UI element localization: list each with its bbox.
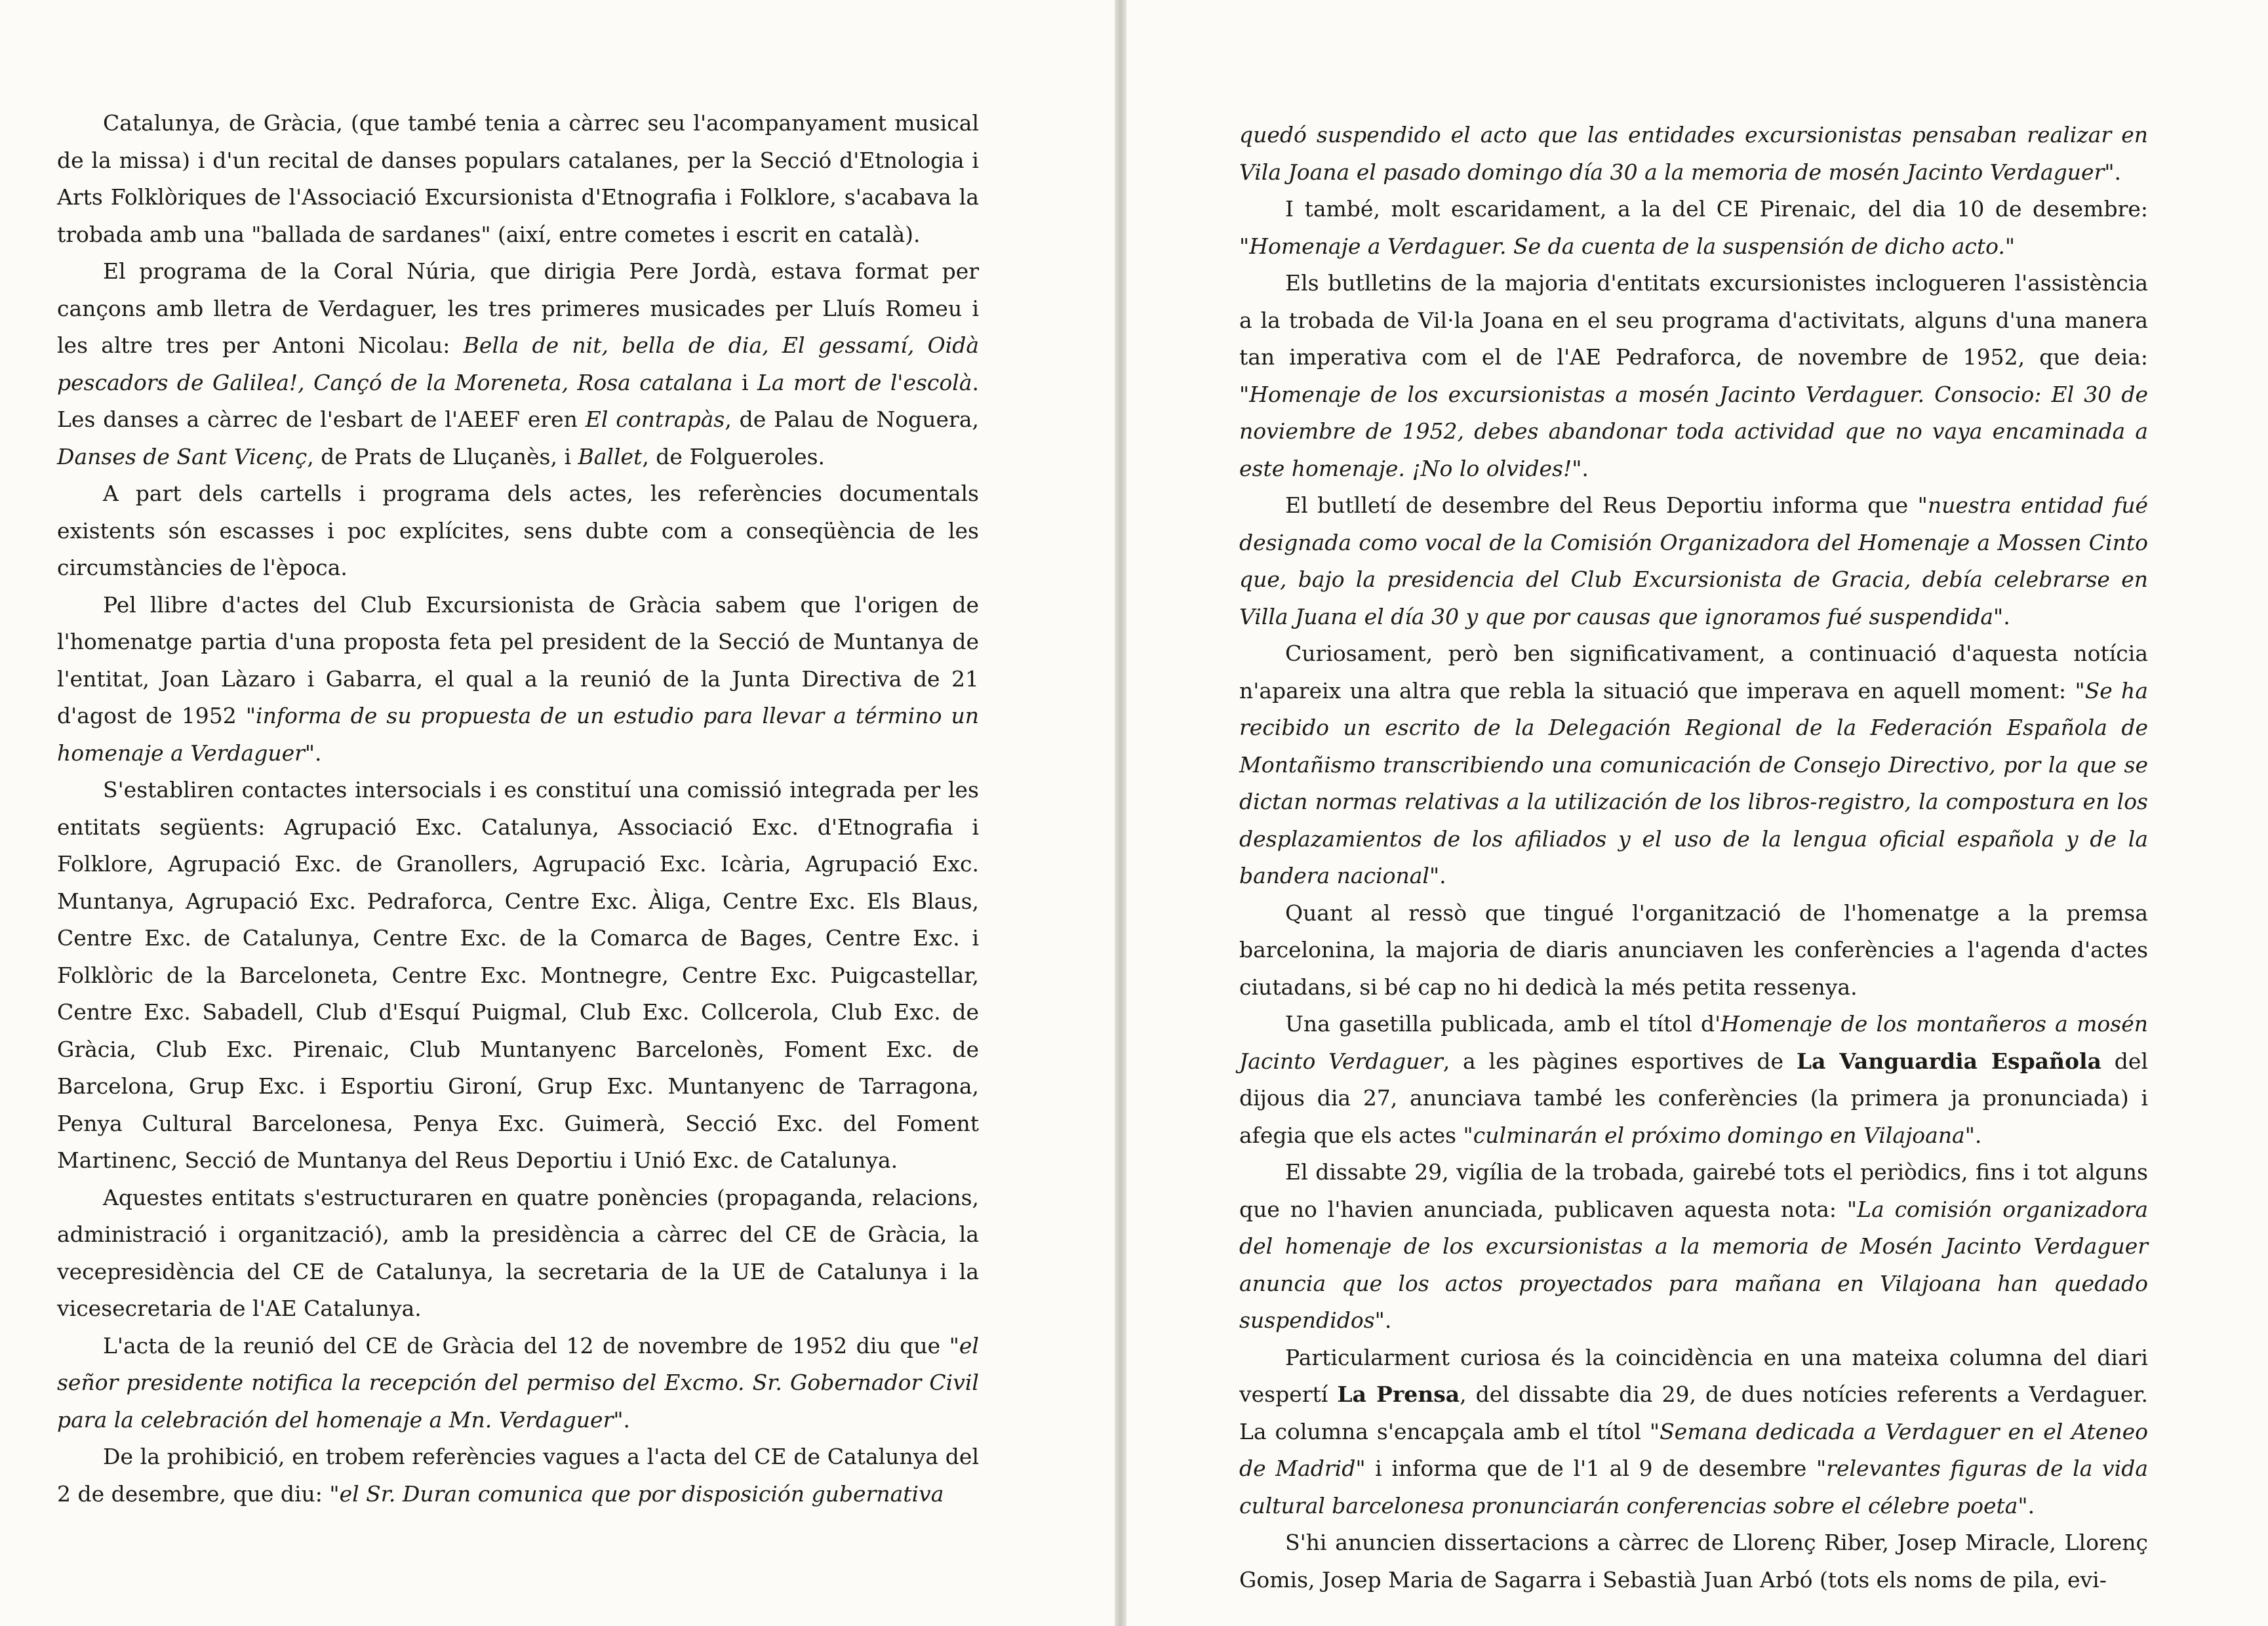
- text-run: , de Palau de Noguera,: [725, 406, 979, 432]
- text-run: ".: [1429, 863, 1446, 888]
- text-run: ".: [2018, 1492, 2035, 1518]
- paragraph: [57, 475, 979, 587]
- text-run: ".: [304, 740, 322, 766]
- quoted-text: Homenaje a Verdaguer. Se da cuenta de la suspensión de dicho acto.: [1249, 233, 2005, 259]
- quoted-text: La comisión organizadora del homenaje de los excursionistas a la memoria de Mosén Jacinto Verdaguer anuncia que los actos proyectados para mañana en Vilajoana han quedado suspendidos: [1239, 1196, 2148, 1333]
- text-run: A part dels cartells i programa dels actes, les referències documentals existents són escasses i poc explícites, sens dubte com a conseqüència de les circumstàncies de l'època.: [57, 481, 979, 580]
- paragraph: [57, 105, 979, 253]
- paragraph: [1239, 1154, 2148, 1339]
- text-run: , de Folgueroles.: [642, 443, 826, 469]
- left-page-text: [57, 105, 979, 1513]
- paragraph: [1239, 1524, 2148, 1598]
- quoted-text: quedó suspendido el acto que las entidades excursionistas pensaban realizar en Vila Joana el pasado domingo día 30 a la memoria de mosén Jacinto Verdaguer: [1239, 122, 2148, 185]
- paragraph: [57, 772, 979, 1180]
- quoted-text: Bella de nit, bella de dia, El gessamí, Oidà pescadors de Galilea!, Cançó de la Moreneta, Rosa catalana: [57, 332, 979, 395]
- quoted-text: La mort de l'escolà: [757, 369, 972, 395]
- quoted-text: Danses de Sant Vicenç: [57, 443, 308, 469]
- quoted-text: informa de su propuesta de un estudio para llevar a término un homenaje a Verdaguer: [57, 703, 979, 766]
- paragraph: [1239, 895, 2148, 1006]
- paragraph: [57, 1328, 979, 1439]
- text-run: Una gasetilla publicada, amb el títol d': [1285, 1011, 1721, 1037]
- quoted-text: Se ha recibido un escrito de la Delegación Regional de la Federación Española de Montañismo transcribiendo una comunicación de Consejo Directivo, por la que se dictan normas relativas a la utilización de los libros-registro, la compostura en los desplazamientos de los afiliados y el uso de la lengua oficial española y de la bandera nacional: [1239, 677, 2148, 888]
- right-page-text: [1239, 117, 2148, 1598]
- text-run: Particularment curiosa és la coincidència en una mateixa columna del diari vespertí: [1239, 1344, 2148, 1407]
- text-run: ".: [1964, 1122, 1982, 1148]
- text-run: I també, molt escaridament, a la del CE Pirenaic, del dia 10 de desembre: ": [1239, 196, 2148, 259]
- left-page: [0, 0, 1115, 1626]
- paragraph: [57, 1438, 979, 1513]
- quoted-text: el señor presidente notifica la recepción del permiso del Excmo. Sr. Gobernador Civil para la celebración del homenaje a Mn. Verdaguer: [57, 1332, 979, 1433]
- text-run: Els butlletins de la majoria d'entitats excursionistes inclogueren l'assistència a la trobada de Vil·la Joana en el seu programa d'activitats, alguns d'una manera tan imperativa com el de l'AE Pedraforca, de novembre de 1952, que deia: ": [1239, 270, 2148, 407]
- book-gutter: [1115, 0, 1126, 1626]
- text-run: El butlletí de desembre del Reus Deportiu informa que ": [1285, 492, 1928, 518]
- quoted-text: Homenaje de los excursionistas a mosén Jacinto Verdaguer. Consocio: El 30 de noviembre de 1952, debes abandonar toda actividad que no vaya encaminada a este homenaje. ¡No lo olvides!: [1239, 381, 2148, 481]
- quoted-text: El contrapàs: [585, 406, 725, 432]
- text-run: ".: [613, 1406, 631, 1433]
- paragraph: [1239, 265, 2148, 487]
- text-run: i: [732, 369, 758, 395]
- quoted-text: el Sr. Duran comunica que por disposición gubernativa: [339, 1480, 944, 1507]
- paragraph: [1239, 117, 2148, 191]
- paragraph: [1239, 635, 2148, 895]
- text-run: ".: [1993, 603, 2010, 629]
- text-run: El programa de la Coral Núria, que dirigia Pere Jordà, estava format per cançons amb lletra de Verdaguer, les tres primeres musicades per Lluís Romeu i les altre tres per Antoni Nicolau:: [57, 258, 979, 358]
- text-run: El dissabte 29, vigília de la trobada, gairebé tots el periòdics, fins i tot alguns que no l'havien anunciada, publicaven aquesta nota: ": [1239, 1159, 2148, 1222]
- right-page: [1126, 0, 2268, 1626]
- text-run: Curiosament, però ben significativament, a continuació d'aquesta notícia n'apareix una altra que rebla la situació que imperava en aquell moment: ": [1239, 641, 2148, 704]
- paragraph: [57, 1180, 979, 1328]
- paragraph: [1239, 191, 2148, 265]
- text-run: Catalunya, de Gràcia, (que també tenia a càrrec seu l'acompanyament musical de la missa) i d'un recital de danses populars catalanes, per la Secció d'Etnologia i Arts Folklòriques de l'Associació Excursionista d'Etnografia i Folklore, s'acabava la trobada amb una "ballada de sardanes" (així, entre cometes i escrit en català).: [57, 110, 979, 247]
- paragraph: [1239, 487, 2148, 635]
- paragraph: [57, 587, 979, 772]
- text-run: Aquestes entitats s'estructuraren en quatre ponències (propaganda, relacions, administració i organització), amb la presidència a càrrec del CE de Gràcia, la vecepresidència del CE de Catalunya, la secretaria de la UE de Catalunya i la vicesecretaria de l'AE Catalunya.: [57, 1184, 979, 1321]
- text-run: , del dissabte dia 29, de dues notícies referents a Verdaguer. La columna s'encapçala amb el títol ": [1239, 1381, 2148, 1444]
- text-run: . Les danses a càrrec de l'esbart de l'AEEF eren: [57, 369, 979, 432]
- quoted-text: culminarán el próximo domingo en Vilajoana: [1473, 1122, 1965, 1148]
- text-run: " i informa que de l'1 al 9 de desembre ": [1355, 1456, 1827, 1481]
- quoted-text: Semana dedicada a Verdaguer en el Ateneo de Madrid: [1239, 1418, 2148, 1481]
- newspaper-title: La Vanguardia Española: [1796, 1048, 2101, 1074]
- text-run: L'acta de la reunió del CE de Gràcia del 12 de novembre de 1952 diu que ": [103, 1332, 959, 1358]
- text-run: ": [2004, 233, 2016, 259]
- paragraph: [1239, 1339, 2148, 1525]
- text-run: De la prohibició, en trobem referències vagues a l'acta del CE de Catalunya del 2 de desembre, que diu: ": [57, 1444, 979, 1507]
- text-run: ".: [1572, 455, 1589, 481]
- paragraph: [1239, 1006, 2148, 1154]
- text-run: , de Prats de Lluçanès, i: [307, 443, 578, 469]
- quoted-text: relevantes figuras de la vida cultural barcelonesa pronunciarán conferencias sobre el célebre poeta: [1239, 1456, 2149, 1518]
- text-run: Pel llibre d'actes del Club Excursionista de Gràcia sabem que l'origen de l'homenatge partia d'una proposta feta pel president de la Secció de Muntanya de l'entitat, Joan Làzaro i Gabarra, el qual a la reunió de la Junta Directiva de 21 d'agost de 1952 ": [57, 591, 979, 728]
- text-run: Quant al ressò que tingué l'organització de l'homenatge a la premsa barcelonina, la majoria de diaris anunciaven les conferències a l'agenda d'actes ciutadans, si bé cap no hi dedicà la més petita ressenya.: [1239, 900, 2148, 1000]
- text-run: , a les pàgines esportives de: [1442, 1048, 1797, 1074]
- text-run: del dijous dia 27, anunciava també les conferències (la primera ja pronunciada) i afegia que els actes ": [1239, 1048, 2149, 1148]
- newspaper-title: La Prensa: [1337, 1381, 1460, 1407]
- paragraph: [57, 253, 979, 475]
- text-run: S'establiren contactes intersocials i es constituí una comissió integrada per les entitats següents: Agrupació Exc. Catalunya, Associació Exc. d'Etnografia i Folklore, Agrupació Exc. de Granollers, Agrupació Exc. Icària, Agrupació Exc. Muntanya, Agrupació Exc. Pedraforca, Centre Exc. Àliga, Centre Exc. Els Blaus, Centre Exc. de Catalunya, Centre Exc. de la Comarca de Bages, Centre Exc. i Folklòric de la Barceloneta, Centre Exc. Montnegre, Centre Exc. Puigcastellar, Centre Exc. Sabadell, Club d'Esquí Puigmal, Club Exc. Collcerola, Club Exc. de Gràcia, Club Exc. Pirenaic, Club Muntanyenc Barcelonès, Foment Exc. de Barcelona, Grup Exc. i Esportiu Gironí, Grup Exc. Muntanyenc de Tarragona, Penya Cultural Barcelonesa, Penya Exc. Guimerà, Secció Exc. del Foment Martinenc, Secció de Muntanya del Reus Deportiu i Unió Exc. de Catalunya.: [57, 777, 979, 1173]
- quoted-text: nuestra entidad fué designada como vocal de la Comisión Organizadora del Homenaje a Mossen Cinto que, bajo la presidencia del Club Excursionista de Gracia, debía celebrarse en Villa Juana el día 30 y que por causas que ignoramos fué suspendida: [1239, 492, 2148, 629]
- text-run: ".: [2104, 159, 2122, 185]
- quoted-text: Homenaje de los montañeros a mosén Jacinto Verdaguer: [1239, 1011, 2148, 1074]
- text-run: ".: [1374, 1307, 1392, 1333]
- quoted-text: Ballet: [578, 443, 643, 469]
- text-run: S'hi anuncien dissertacions a càrrec de Llorenç Riber, Josep Miracle, Llorenç Gomis, Josep Maria de Sagarra i Sebastià Juan Arbó (tots els noms de pila, evi-: [1239, 1530, 2148, 1593]
